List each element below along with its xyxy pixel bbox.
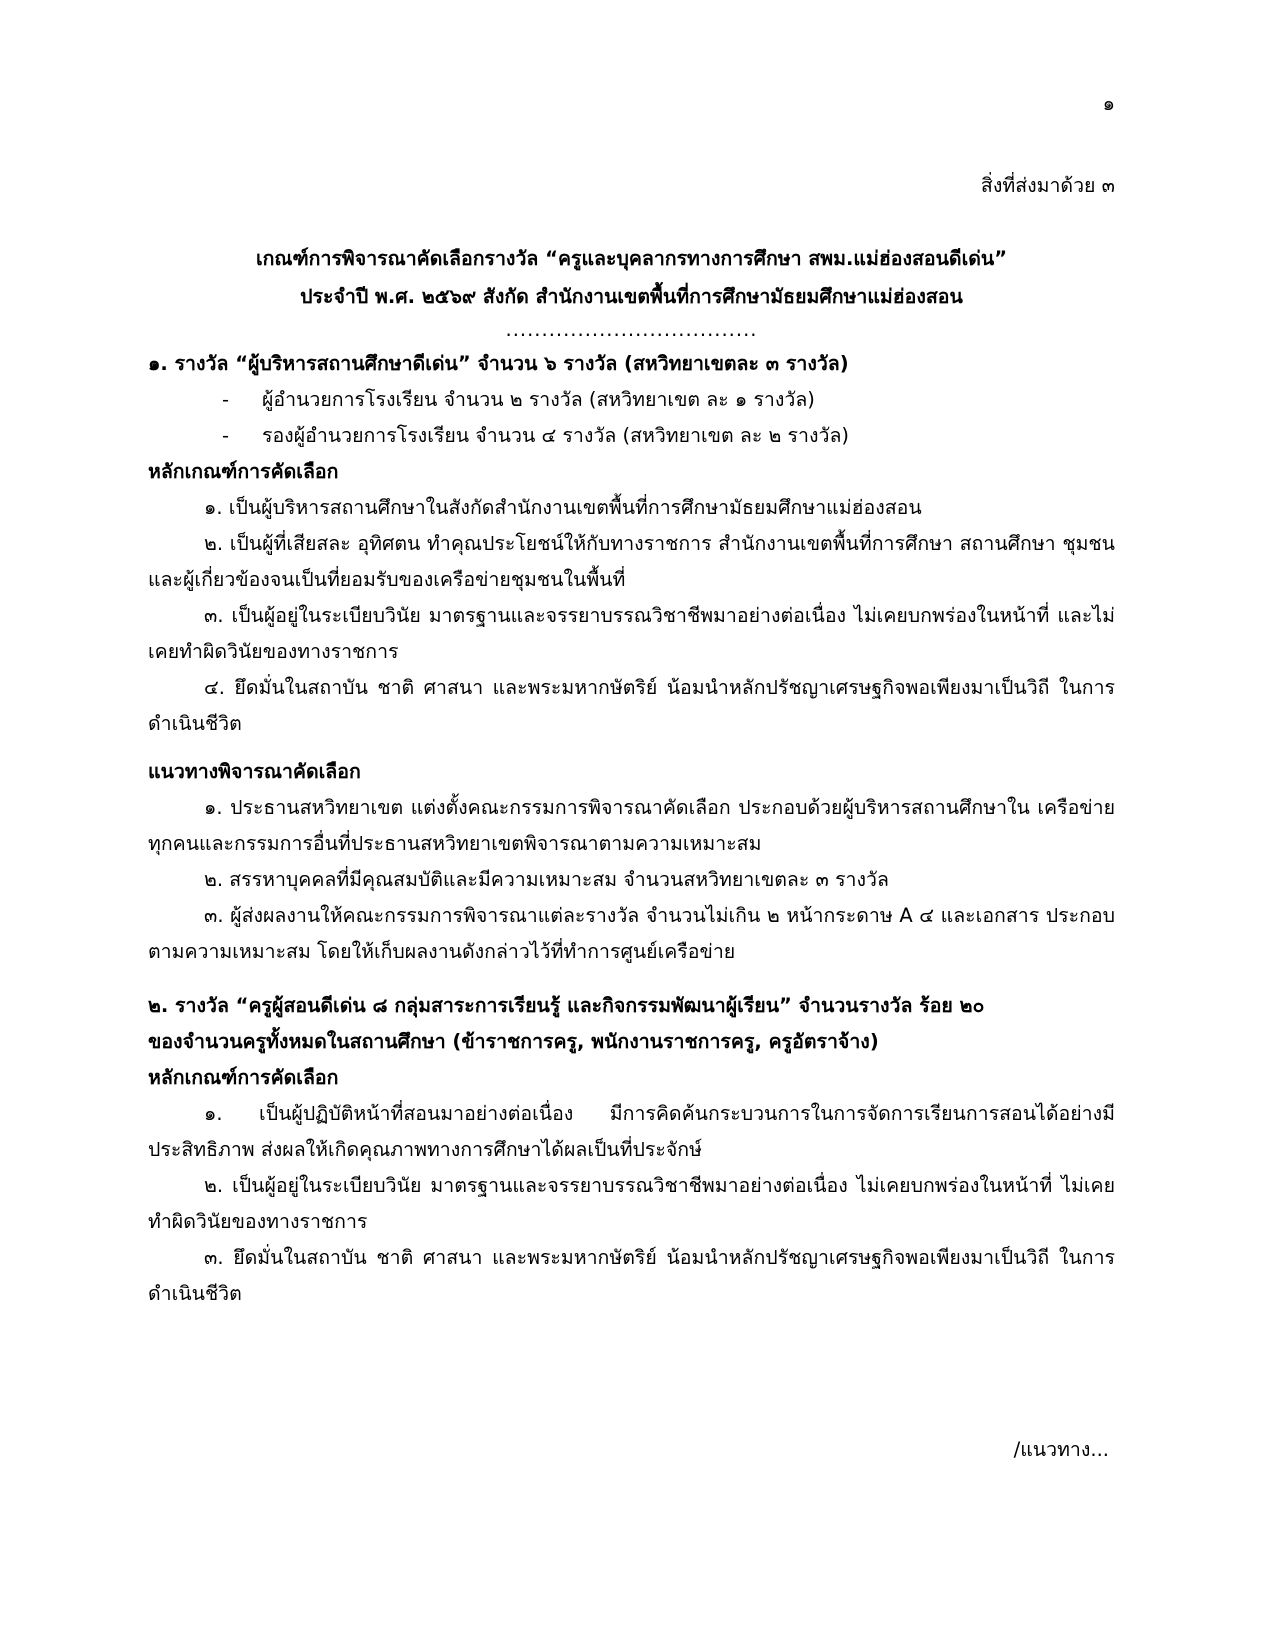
section-2-criterion: ๓. ยึดมั่นในสถาบัน ชาติ ศาสนา และพระมหากษัตริย์ น้อมนำหลักปรัชญาเศรษฐกิจพอเพียงมาเป็นวิถี ในการดำเนินชีวิต <box>148 1246 1115 1305</box>
section-1-criterion: ๒. เป็นผู้ที่เสียสละ อุทิศตน ทำคุณประโยชน์ให้กับทางราชการ สำนักงานเขตพื้นที่การศึกษา สถานศึกษา ชุมชนและผู้เกี่ยวข้องจนเป็นที่ยอมรับของเครือข่ายชุมชนในพื้นที่ <box>148 532 1115 591</box>
dash-marker: - <box>222 388 230 411</box>
section-2-criterion: ๑. เป็นผู้ปฏิบัติหน้าที่สอนมาอย่างต่อเนื่อง มีการคิดค้นกระบวนการในการจัดการเรียนการสอนได้อย่างมี ประสิทธิภาพ ส่งผลให้เกิดคุณภาพทางการศึกษาได้ผลเป็นที่ประจักษ์ <box>148 1102 1115 1161</box>
section-1-criterion: ๔. ยึดมั่นในสถาบัน ชาติ ศาสนา และพระมหากษัตริย์ น้อมนำหลักปรัชญาเศรษฐกิจพอเพียงมาเป็นวิถี ในการดำเนินชีวิต <box>148 676 1115 735</box>
section-1-guideline: ๓. ผู้ส่งผลงานให้คณะกรรมการพิจารณาแต่ละรางวัล จำนวนไม่เกิน ๒ หน้ากระดาษ A ๔ และเอกสาร ประกอบตามความเหมาะสม โดยให้เก็บผลงานดังกล่าวไว้ที่ทำการศูนย์เครือข่าย <box>148 904 1115 963</box>
section-1-criterion: ๓. เป็นผู้อยู่ในระเบียบวินัย มาตรฐานและจรรยาบรรณวิชาชีพมาอย่างต่อเนื่อง ไม่เคยบกพร่องในหน้าที่ และไม่เคยทำผิดวินัยของทางราชการ <box>148 604 1115 663</box>
section-1-bullet: - รองผู้อำนวยการโรงเรียน จำนวน ๔ รางวัล (สหวิทยาเขต ละ ๒ รางวัล) <box>148 418 1115 454</box>
section-2-heading-line-2: ของจำนวนครูทั้งหมดในสถานศึกษา (ข้าราชการครู, พนักงานราชการครู, ครูอัตราจ้าง) <box>148 1030 879 1053</box>
section-1-guideline-heading: แนวทางพิจารณาคัดเลือก <box>148 760 361 783</box>
title-separator: ................................... <box>505 318 758 341</box>
section-2-heading-line-1: ๒. รางวัล “ครูผู้สอนดีเด่น ๘ กลุ่มสาระการเรียนรู้ และกิจกรรมพัฒนาผู้เรียน” จำนวนรางวัล ร้อย ๒๐ <box>148 994 985 1017</box>
document-title-line-1: เกณฑ์การพิจารณาคัดเลือกรางวัล “ครูและบุคลากรทางการศึกษา สพม.แม่ฮ่องสอนดีเด่น” <box>255 247 1008 270</box>
document-title-line-2: ประจำปี พ.ศ. ๒๕๖๙ สังกัด สำนักงานเขตพื้นที่การศึกษามัธยมศึกษาแม่ฮ่องสอน <box>300 285 963 308</box>
enclosure-label: สิ่งที่ส่งมาด้วย ๓ <box>980 174 1115 197</box>
page-number: ๑ <box>1102 92 1115 115</box>
section-1-criterion: ๑. เป็นผู้บริหารสถานศึกษาในสังกัดสำนักงานเขตพื้นที่การศึกษามัธยมศึกษาแม่ฮ่องสอน <box>204 496 922 519</box>
section-1-bullet: - ผู้อำนวยการโรงเรียน จำนวน ๒ รางวัล (สหวิทยาเขต ละ ๑ รางวัล) <box>148 382 1115 418</box>
section-2-criteria-heading: หลักเกณฑ์การคัดเลือก <box>148 1066 339 1089</box>
dash-marker: - <box>222 424 230 447</box>
continuation-marker: /แนวทาง... <box>1013 1438 1109 1461</box>
section-1-guideline: ๒. สรรหาบุคคลที่มีคุณสมบัติและมีความเหมาะสม จำนวนสหวิทยาเขตละ ๓ รางวัล <box>204 868 889 891</box>
section-1-heading: ๑. รางวัล “ผู้บริหารสถานศึกษาดีเด่น” จำนวน ๖ รางวัล (สหวิทยาเขตละ ๓ รางวัล) <box>148 352 849 375</box>
section-1-criteria-heading: หลักเกณฑ์การคัดเลือก <box>148 460 339 483</box>
section-2-criterion: ๒. เป็นผู้อยู่ในระเบียบวินัย มาตรฐานและจรรยาบรรณวิชาชีพมาอย่างต่อเนื่อง ไม่เคยบกพร่องในหน้าที่ ไม่เคยทำผิดวินัยของทางราชการ <box>148 1174 1115 1233</box>
section-1-guideline: ๑. ประธานสหวิทยาเขต แต่งตั้งคณะกรรมการพิจารณาคัดเลือก ประกอบด้วยผู้บริหารสถานศึกษาใน เครือข่ายทุกคนและกรรมการอื่นที่ประธานสหวิทยาเขตพิจารณาตามความเหมาะสม <box>148 796 1115 855</box>
